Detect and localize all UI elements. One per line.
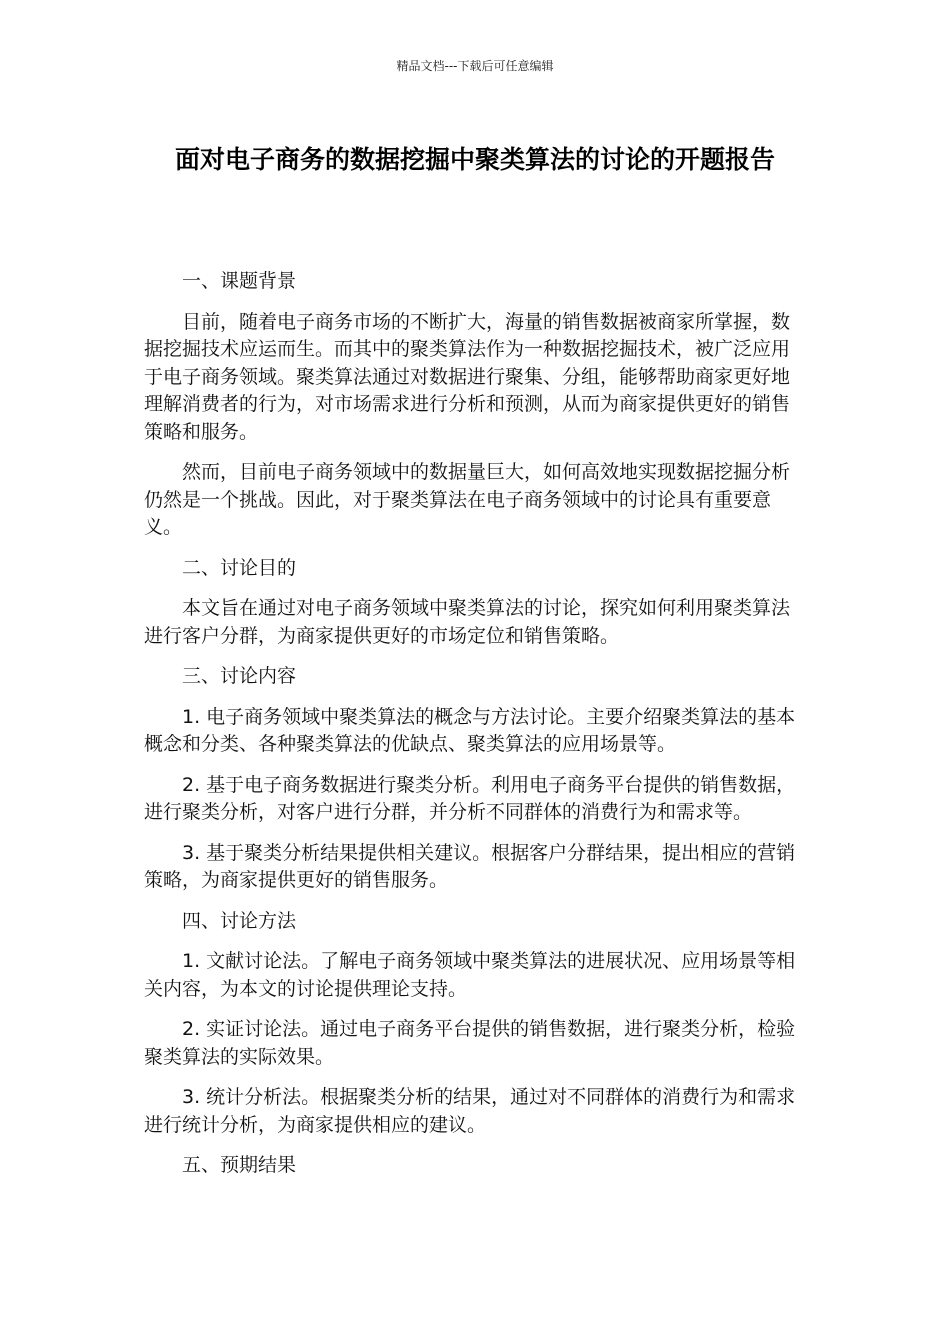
list-item: 3. 基于聚类分析结果提供相关建议。根据客户分群结果，提出相应的营销策略，为商家提供更好的销售服务。: [144, 841, 796, 891]
section-heading-method: 四、讨论方法: [182, 909, 297, 932]
paragraph: 目前，随着电子商务市场的不断扩大，海量的销售数据被商家所掌握，数据挖掘技术应运而生。而其中的聚类算法作为一种数据挖掘技术，被广泛应用于电子商务领域。聚类算法通过对数据进行聚集、分组，能够帮助商家更好地理解消费者的行为，对市场需求进行分析和预测，从而为商家提供更好的销售策略和服务。: [144, 310, 791, 443]
list-item: 1. 电子商务领域中聚类算法的概念与方法讨论。主要介绍聚类算法的基本概念和分类、各种聚类算法的优缺点、聚类算法的应用场景等。: [144, 705, 796, 755]
section-heading-expected-results: 五、预期结果: [182, 1154, 297, 1176]
list-item: 2. 基于电子商务数据进行聚类分析。利用电子商务平台提供的销售数据，进行聚类分析，对客户进行分群，并分析不同群体的消费行为和需求等。: [144, 773, 796, 823]
section-heading-content: 三、讨论内容: [182, 665, 297, 687]
list-item: 1. 文献讨论法。了解电子商务领域中聚类算法的进展状况、应用场景等相关内容，为本文的讨论提供理论支持。: [144, 950, 796, 1000]
section-heading-background: 一、课题背景: [182, 270, 297, 292]
document-body: [144, 268, 808, 1193]
document-title: 面对电子商务的数据挖掘中聚类算法的讨论的开题报告: [174, 145, 775, 174]
header-note: 精品文档---下载后可任意编辑: [396, 59, 554, 73]
list-item: 3. 统计分析法。根据聚类分析的结果，通过对不同群体的消费行为和需求进行统计分析，为商家提供相应的建议。: [144, 1086, 796, 1136]
list-item: 2. 实证讨论法。通过电子商务平台提供的销售数据，进行聚类分析，检验聚类算法的实际效果。: [144, 1018, 796, 1068]
paragraph: 本文旨在通过对电子商务领域中聚类算法的讨论，探究如何利用聚类算法进行客户分群，为商家提供更好的市场定位和销售策略。: [144, 597, 791, 647]
section-heading-purpose: 二、讨论目的: [182, 556, 297, 579]
paragraph: 然而，目前电子商务领域中的数据量巨大，如何高效地实现数据挖掘分析仍然是一个挑战。因此，对于聚类算法在电子商务领域中的讨论具有重要意义。: [144, 461, 791, 538]
